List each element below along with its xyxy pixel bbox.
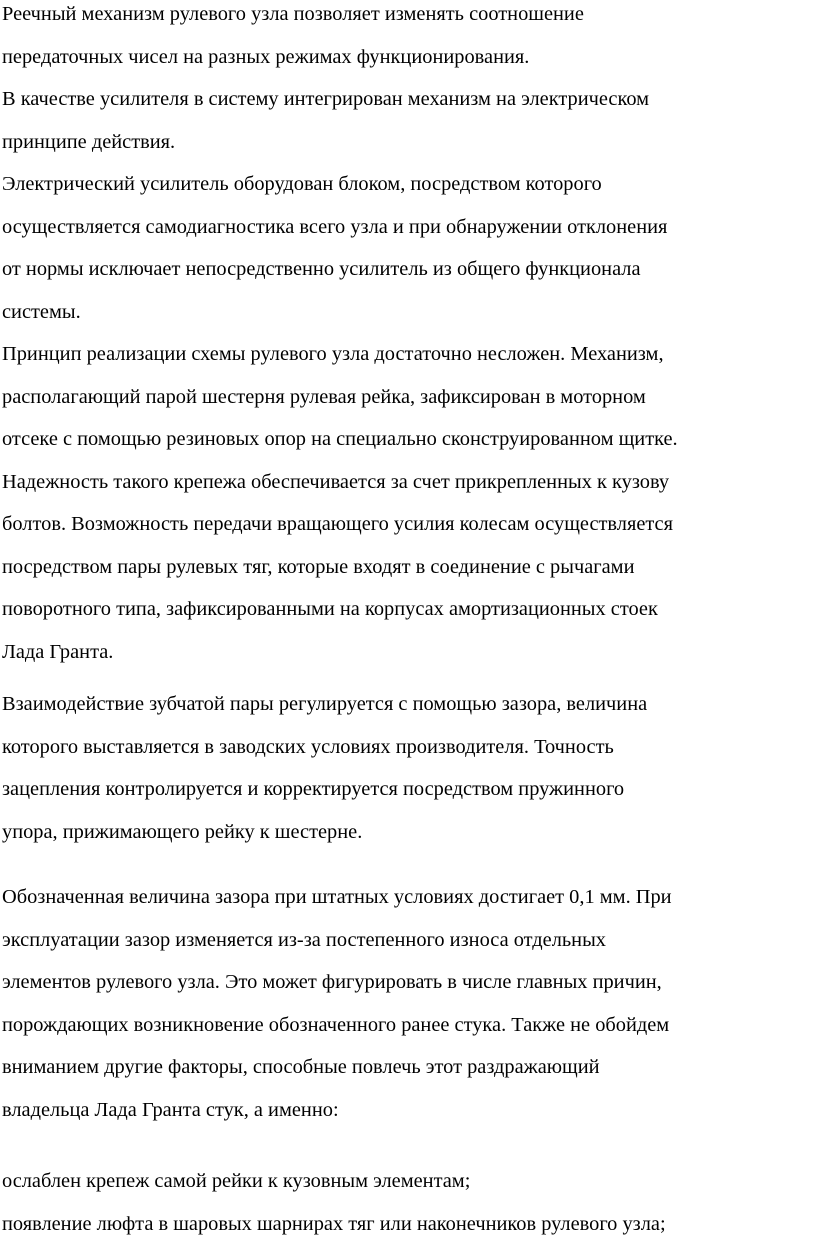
text-line: вниманием другие факторы, способные повлечь этот раздражающий [2, 1056, 600, 1078]
paragraph-steering-mechanism [2, 0, 814, 673]
list-item: появление люфта в шаровых шарнирах тяг или наконечников рулевого узла; [2, 1212, 666, 1235]
text-line: эксплуатации зазор изменяется из-за постепенного износа отдельных [2, 928, 606, 951]
list-item: ослаблен крепеж самой рейки к кузовным элементам; [2, 1170, 471, 1192]
paragraph-gear-clearance [2, 683, 814, 853]
text-line: посредством пары рулевых тяг, которые входят в соединение с рычагами [2, 555, 635, 578]
text-line: Принцип реализации схемы рулевого узла достаточно несложен. Механизм, [2, 343, 664, 365]
text-line: упора, прижимающего рейку к шестерне. [2, 820, 363, 843]
text-line: поворотного типа, зафиксированными на корпусах амортизационных стоек [2, 598, 658, 620]
text-line: системы. [2, 300, 81, 323]
text-line: передаточных чисел на разных режимах функционирования. [2, 45, 530, 68]
text-line: которого выставляется в заводских условиях производителя. Точность [2, 735, 614, 758]
text-line: владельца Лада Гранта стук, а именно: [2, 1098, 339, 1121]
text-line: Электрический усилитель оборудован блоком, посредством которого [2, 173, 602, 195]
list-failure-factors [2, 1160, 814, 1245]
text-line: элементов рулевого узла. Это может фигурировать в числе главных причин, [2, 971, 662, 993]
text-line: Надежность такого крепежа обеспечивается за счет прикрепленных к кузову [2, 470, 670, 493]
text-line: осуществляется самодиагностика всего узла и при обнаружении отклонения [2, 215, 668, 238]
text-line: отсеке с помощью резиновых опор на специально сконструированном щитке. [2, 428, 678, 450]
text-line: зацепления контролируется и корректируется посредством пружинного [2, 778, 625, 800]
text-line: Лада Гранта. [2, 640, 114, 663]
text-line: В качестве усилителя в систему интегрирован механизм на электрическом [2, 88, 650, 110]
text-line: порождающих возникновение обозначенного ранее стука. Также не обойдем [2, 1013, 670, 1036]
text-line: располагающий парой шестерня рулевая рейка, зафиксирован в моторном [2, 385, 646, 408]
text-line: Обозначенная величина зазора при штатных условиях достигает 0,1 мм. При [2, 886, 672, 908]
text-line: Реечный механизм рулевого узла позволяет изменять соотношение [2, 3, 584, 25]
text-line: от нормы исключает непосредственно усилитель из общего функционала [2, 258, 641, 280]
text-line: принципе действия. [2, 130, 176, 153]
text-line: болтов. Возможность передачи вращающего усилия колесам осуществляется [2, 513, 673, 535]
paragraph-wear-causes [2, 876, 814, 1131]
text-line: Взаимодействие зубчатой пары регулируется с помощью зазора, величина [2, 693, 648, 715]
